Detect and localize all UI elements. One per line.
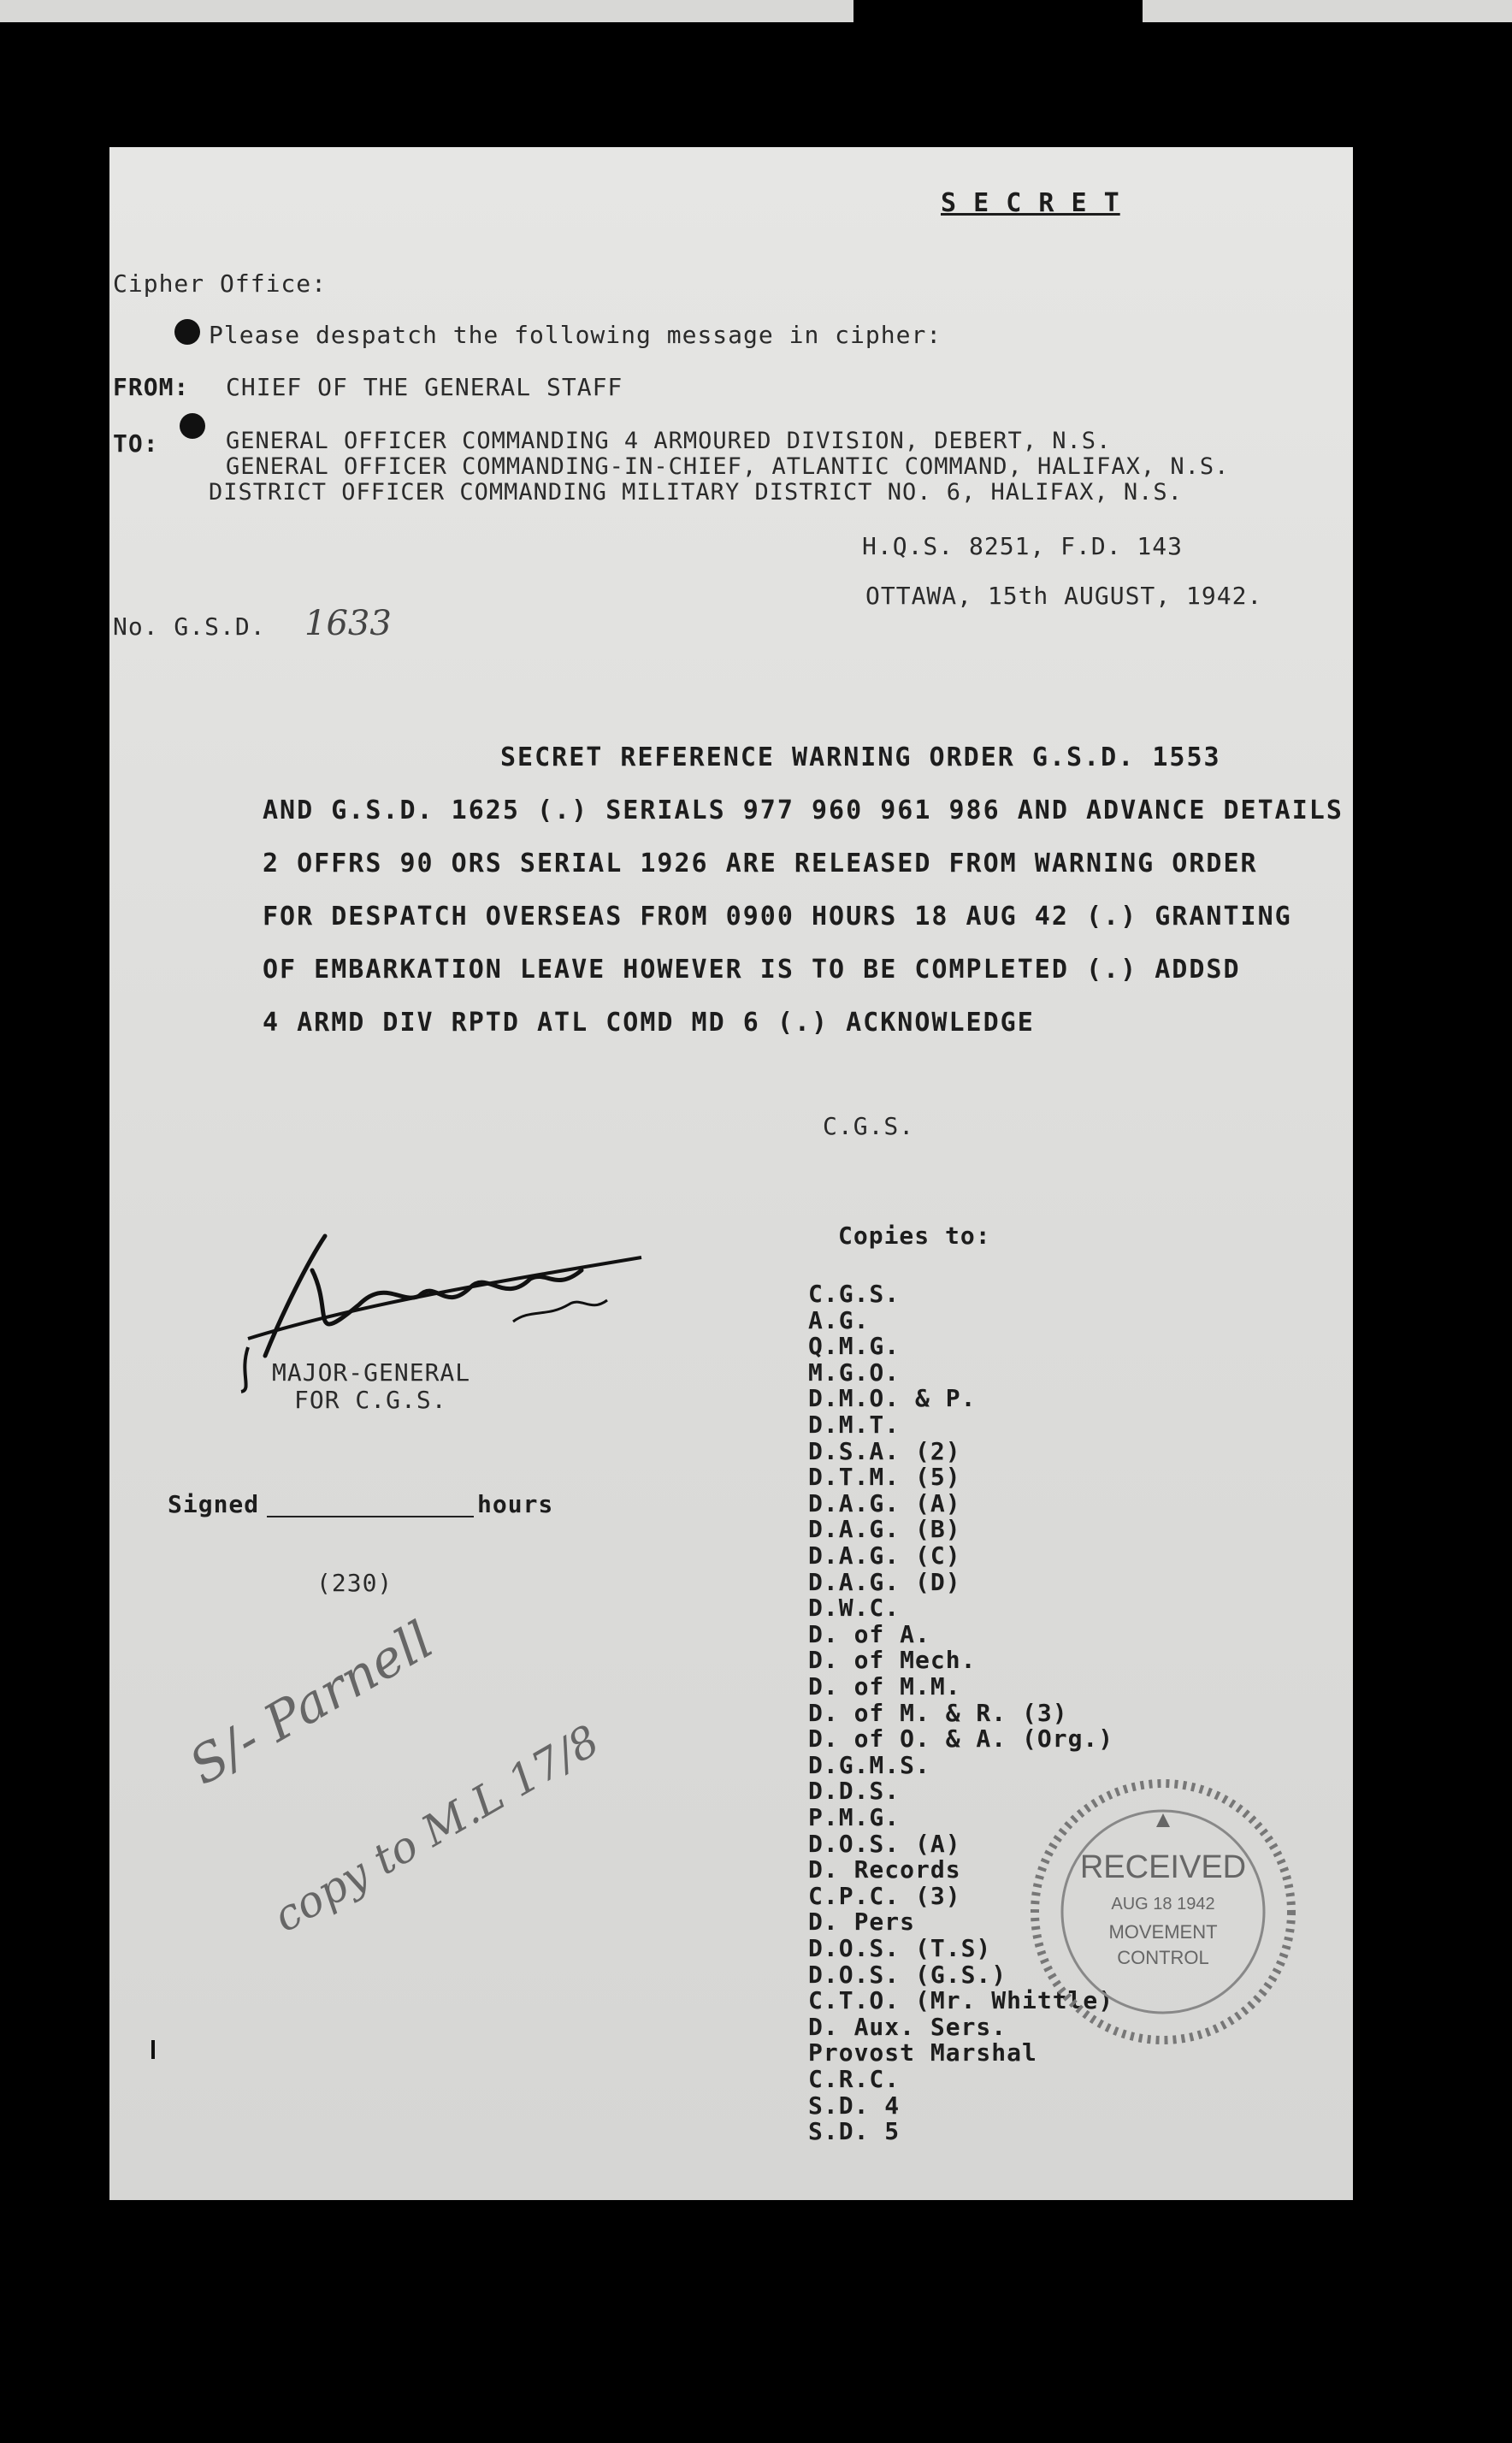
copies-item: D.A.G. (B) <box>808 1515 961 1544</box>
copies-item: D.G.M.S. <box>808 1750 930 1779</box>
handwritten-annotation-1: S/- Parnell <box>180 1610 444 1797</box>
punch-hole-mark-2 <box>180 413 205 439</box>
message-line-3: 2 OFFRS 90 ORS SERIAL 1926 ARE RELEASED FROM WARNING ORDER <box>263 849 1258 878</box>
copies-item: C.R.C. <box>808 2065 901 2093</box>
signed-time-line <box>267 1516 474 1517</box>
copies-item: C.G.S. <box>808 1280 901 1308</box>
instruction: Please despatch the following message in cipher: <box>209 321 942 349</box>
message-line-5: OF EMBARKATION LEAVE HOWEVER IS TO BE COMPLETED (.) ADDSD <box>263 955 1241 985</box>
copies-item: D.D.S. <box>808 1777 901 1806</box>
copies-item: D.O.S. (G.S.) <box>808 1960 1007 1989</box>
copies-item: Q.M.G. <box>808 1332 901 1361</box>
cipher-office-label: Cipher Office: <box>113 269 328 298</box>
copies-item: C.P.C. (3) <box>808 1881 961 1910</box>
hours-label: hours <box>477 1490 554 1518</box>
copies-item: D. Pers <box>808 1908 916 1937</box>
copies-item: M.G.O. <box>808 1358 901 1387</box>
copies-item: D.M.T. <box>808 1411 901 1439</box>
message-line-6: 4 ARMD DIV RPTD ATL COMD MD 6 (.) ACKNOWLEDGE <box>263 1008 1035 1038</box>
to-label: TO: <box>113 429 159 458</box>
copies-item: D. of O. & A. (Org.) <box>808 1724 1114 1754</box>
message-line-1: SECRET REFERENCE WARNING ORDER G.S.D. 1553 <box>500 742 1221 772</box>
copies-item: D.T.M. (5) <box>808 1463 961 1492</box>
to-line-2: GENERAL OFFICER COMMANDING-IN-CHIEF, ATLANTIC COMMAND, HALIFAX, N.S. <box>226 453 1230 480</box>
stamp-date: AUG 18 1942 <box>1111 1895 1215 1914</box>
classification: S E C R E T <box>941 188 1120 218</box>
message-line-4: FOR DESPATCH OVERSEAS FROM 0900 HOURS 18 AUG 42 (.) GRANTING <box>263 902 1292 932</box>
message-line-2: AND G.S.D. 1625 (.) SERIALS 977 960 961 986 AND ADVANCE DETAILS <box>263 796 1344 825</box>
copies-item: P.M.G. <box>808 1803 901 1831</box>
signature-for: FOR C.G.S. <box>294 1386 447 1414</box>
copies-item: D.S.A. (2) <box>808 1436 961 1465</box>
copies-item: D. Aux. Sers. <box>808 2012 1007 2041</box>
copies-item: D.O.S. (A) <box>808 1829 961 1858</box>
copies-item: Provost Marshal <box>808 2038 1037 2067</box>
place-date: OTTAWA, 15th AUGUST, 1942. <box>865 582 1263 610</box>
copies-item: D.M.O. & P. <box>808 1384 977 1413</box>
copies-item: D.A.G. (D) <box>808 1567 961 1596</box>
top-tab-left <box>0 0 853 22</box>
copies-item: S.D. 5 <box>808 2117 901 2146</box>
number-handwritten: 1633 <box>304 604 392 643</box>
copies-item: D.A.G. (A) <box>808 1488 961 1517</box>
stamp-dept-1: MOVEMENT <box>1108 1921 1218 1943</box>
stamp-received: RECEIVED <box>1079 1849 1247 1885</box>
stamp-dept-2: CONTROL <box>1117 1947 1209 1968</box>
copies-title: Copies to: <box>838 1222 991 1250</box>
copies-item: A.G. <box>808 1305 870 1334</box>
copies-item: D. of A. <box>808 1619 930 1648</box>
from-label: FROM: <box>113 373 190 401</box>
stray-mark <box>151 2040 155 2059</box>
received-stamp <box>1018 1771 1308 2053</box>
to-line-3: DISTRICT OFFICER COMMANDING MILITARY DISTRICT NO. 6, HALIFAX, N.S. <box>209 479 1183 506</box>
signature-rank: MAJOR-GENERAL <box>272 1358 471 1387</box>
copies-item: C.T.O. (Mr. Whittle) <box>808 1986 1114 2015</box>
copies-item: D. of M. & R. (3) <box>808 1698 1068 1727</box>
number-label: No. G.S.D. <box>113 612 266 641</box>
copies-item: D. Records <box>808 1855 961 1884</box>
from-value: CHIEF OF THE GENERAL STAFF <box>226 373 623 401</box>
message-sender: C.G.S. <box>823 1112 915 1140</box>
copies-item: D.W.C. <box>808 1594 901 1623</box>
copies-item: D.O.S. (T.S) <box>808 1934 992 1962</box>
punch-hole-mark <box>174 319 200 345</box>
handwritten-annotation-2: copy to M.L 17/8 <box>265 1715 608 1943</box>
file-reference: H.Q.S. 8251, F.D. 143 <box>862 532 1184 560</box>
copies-item: D.A.G. (C) <box>808 1541 961 1570</box>
copies-item: D. of M.M. <box>808 1672 961 1701</box>
top-tab-right <box>1143 0 1512 22</box>
form-code: (230) <box>316 1569 393 1597</box>
to-line-1: GENERAL OFFICER COMMANDING 4 ARMOURED DIVISION, DEBERT, N.S. <box>226 428 1112 454</box>
copies-item: D. of Mech. <box>808 1646 977 1675</box>
copies-item: S.D. 4 <box>808 2091 901 2120</box>
signed-label: Signed <box>168 1490 260 1518</box>
